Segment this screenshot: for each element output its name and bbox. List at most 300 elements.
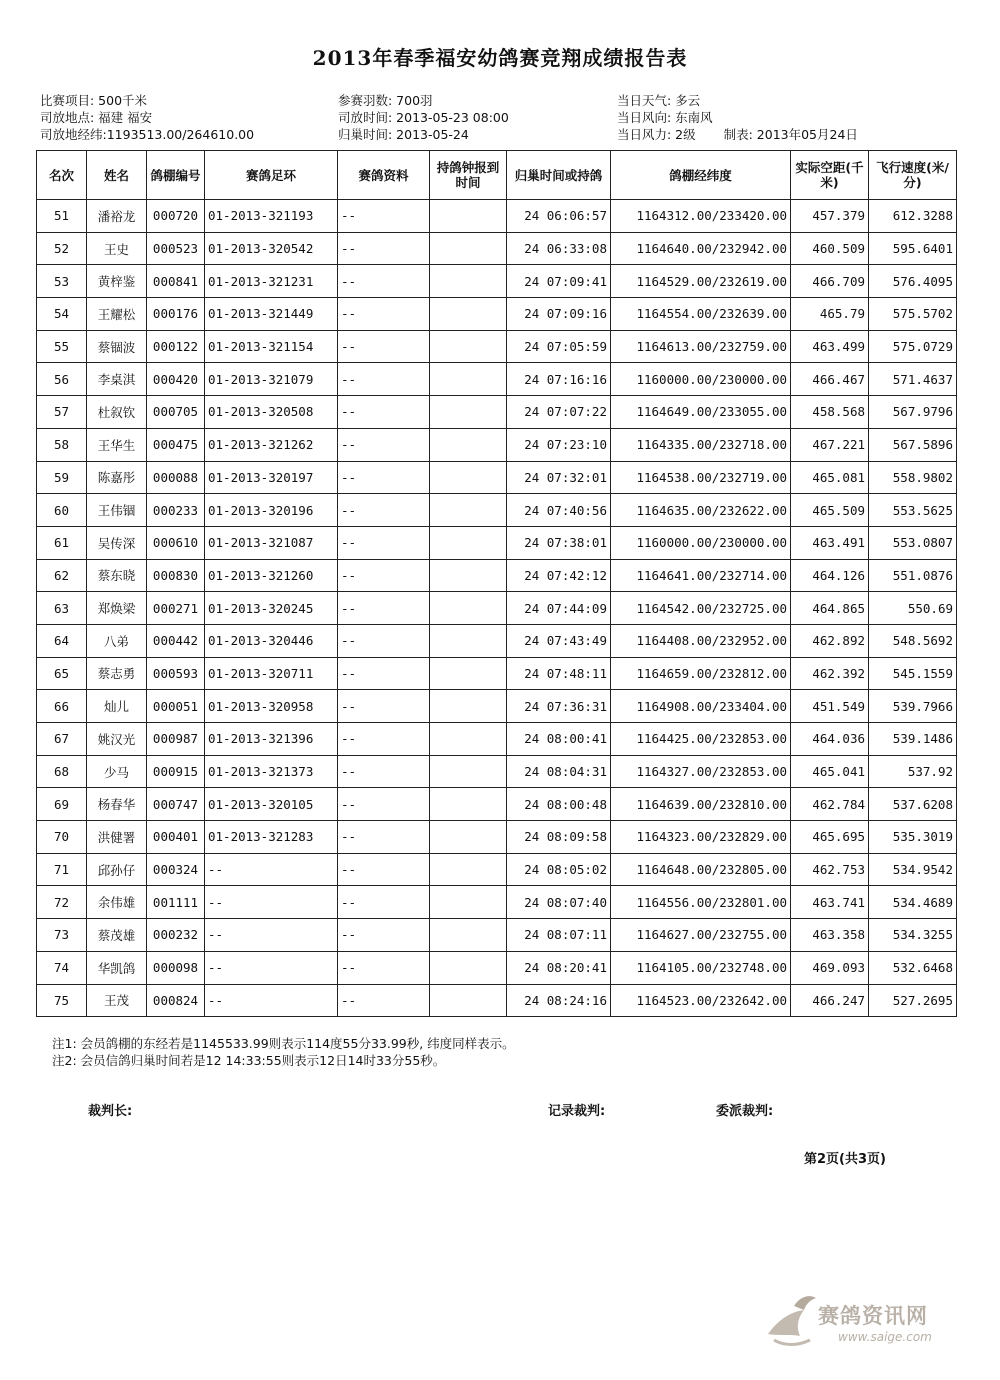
distance-cell: 462.753 <box>791 853 869 886</box>
loft-id-cell: 000824 <box>147 984 205 1017</box>
speed-cell: 534.9542 <box>869 853 957 886</box>
arrival-cell: 24 08:05:02 <box>507 853 611 886</box>
distance-cell: 465.041 <box>791 755 869 788</box>
speed-cell: 575.5702 <box>869 298 957 331</box>
loft-id-cell: 001111 <box>147 886 205 919</box>
table-row <box>37 298 957 331</box>
clock-cell <box>430 919 507 952</box>
loft-coord-cell: 1164323.00/232829.00 <box>611 821 791 854</box>
header-info-left <box>40 92 254 143</box>
arrival-cell: 24 08:07:40 <box>507 886 611 919</box>
clock-cell <box>430 494 507 527</box>
header-info-right <box>617 92 858 143</box>
arrival-cell: 24 07:09:16 <box>507 298 611 331</box>
ring-cell: 01-2013-321087 <box>205 526 338 559</box>
event-info: 比赛项目: 500千米 <box>40 93 148 108</box>
arrival-cell: 24 07:09:41 <box>507 265 611 298</box>
name-cell: 余伟雄 <box>87 886 147 919</box>
info-cell: -- <box>338 853 430 886</box>
rank-cell: 72 <box>37 886 87 919</box>
loft-coord-cell: 1164335.00/232718.00 <box>611 428 791 461</box>
table-header-row <box>37 151 957 200</box>
ring-cell: 01-2013-321373 <box>205 755 338 788</box>
made-on-info: 制表: 2013年05月24日 <box>723 127 858 142</box>
col-clock: 持鸽钟报到时间 <box>430 151 507 200</box>
ring-cell: 01-2013-321079 <box>205 363 338 396</box>
distance-cell: 466.247 <box>791 984 869 1017</box>
name-cell: 蔡茂雄 <box>87 919 147 952</box>
info-cell: -- <box>338 821 430 854</box>
name-cell: 陈嘉彤 <box>87 461 147 494</box>
clock-cell <box>430 265 507 298</box>
info-cell: -- <box>338 886 430 919</box>
loft-coord-cell: 1164327.00/232853.00 <box>611 755 791 788</box>
ring-cell: 01-2013-320446 <box>205 624 338 657</box>
rank-cell: 54 <box>37 298 87 331</box>
rank-cell: 55 <box>37 330 87 363</box>
loft-id-cell: 000233 <box>147 494 205 527</box>
report-title: 2013年春季福安幼鸽赛竞翔成绩报告表 <box>312 46 688 70</box>
ring-cell: 01-2013-320245 <box>205 592 338 625</box>
rank-cell: 57 <box>37 396 87 429</box>
ring-cell: 01-2013-320105 <box>205 788 338 821</box>
distance-cell: 465.79 <box>791 298 869 331</box>
arrival-cell: 24 07:38:01 <box>507 526 611 559</box>
arrival-cell: 24 08:24:16 <box>507 984 611 1017</box>
clock-cell <box>430 559 507 592</box>
loft-coord-cell: 1164648.00/232805.00 <box>611 853 791 886</box>
arrival-cell: 24 07:23:10 <box>507 428 611 461</box>
info-cell: -- <box>338 428 430 461</box>
table-row <box>37 723 957 756</box>
speed-cell: 537.92 <box>869 755 957 788</box>
speed-cell: 535.3019 <box>869 821 957 854</box>
distance-cell: 462.892 <box>791 624 869 657</box>
loft-id-cell: 000051 <box>147 690 205 723</box>
speed-cell: 567.5896 <box>869 428 957 461</box>
arrival-cell: 24 07:36:31 <box>507 690 611 723</box>
clock-cell <box>430 363 507 396</box>
rank-cell: 73 <box>37 919 87 952</box>
loft-id-cell: 000232 <box>147 919 205 952</box>
speed-cell: 576.4095 <box>869 265 957 298</box>
ring-cell: 01-2013-320196 <box>205 494 338 527</box>
info-cell: -- <box>338 330 430 363</box>
distance-cell: 465.081 <box>791 461 869 494</box>
wind-force-info: 当日风力: 2级 <box>617 127 696 142</box>
speed-cell: 567.9796 <box>869 396 957 429</box>
loft-id-cell: 000271 <box>147 592 205 625</box>
loft-id-cell: 000122 <box>147 330 205 363</box>
ring-cell: 01-2013-321396 <box>205 723 338 756</box>
loft-id-cell: 000088 <box>147 461 205 494</box>
arrival-cell: 24 07:40:56 <box>507 494 611 527</box>
release-coords-info: 司放地经纬:1193513.00/264610.00 <box>40 127 255 142</box>
ring-cell: 01-2013-320197 <box>205 461 338 494</box>
speed-cell: 527.2695 <box>869 984 957 1017</box>
arrival-cell: 24 08:00:41 <box>507 723 611 756</box>
loft-coord-cell: 1164556.00/232801.00 <box>611 886 791 919</box>
loft-id-cell: 000098 <box>147 951 205 984</box>
loft-coord-cell: 1164312.00/233420.00 <box>611 200 791 233</box>
speed-cell: 575.0729 <box>869 330 957 363</box>
loft-id-cell: 000401 <box>147 821 205 854</box>
table-row <box>37 690 957 723</box>
rank-cell: 53 <box>37 265 87 298</box>
col-rank: 名次 <box>37 151 87 200</box>
watermark-url: www.saige.com <box>838 1330 932 1344</box>
ring-cell: 01-2013-321283 <box>205 821 338 854</box>
clock-cell <box>430 624 507 657</box>
loft-coord-cell: 1164542.00/232725.00 <box>611 592 791 625</box>
note-1: 注1: 会员鸽棚的东经若是1145533.99则表示114度55分33.99秒, 纬度同样表示。 <box>52 1036 515 1051</box>
distance-cell: 466.709 <box>791 265 869 298</box>
distance-cell: 463.741 <box>791 886 869 919</box>
rank-cell: 75 <box>37 984 87 1017</box>
info-cell: -- <box>338 723 430 756</box>
loft-coord-cell: 1164627.00/232755.00 <box>611 919 791 952</box>
name-cell: 吴传深 <box>87 526 147 559</box>
loft-coord-cell: 1164425.00/232853.00 <box>611 723 791 756</box>
info-cell: -- <box>338 788 430 821</box>
loft-coord-cell: 1164640.00/232942.00 <box>611 232 791 265</box>
arrival-cell: 24 08:04:31 <box>507 755 611 788</box>
clock-cell <box>430 330 507 363</box>
table-row <box>37 526 957 559</box>
info-cell: -- <box>338 951 430 984</box>
table-row <box>37 461 957 494</box>
loft-coord-cell: 1164538.00/232719.00 <box>611 461 791 494</box>
ring-cell: -- <box>205 919 338 952</box>
arrival-cell: 24 07:42:12 <box>507 559 611 592</box>
speed-cell: 595.6401 <box>869 232 957 265</box>
arrival-cell: 24 07:32:01 <box>507 461 611 494</box>
rank-cell: 56 <box>37 363 87 396</box>
loft-coord-cell: 1164641.00/232714.00 <box>611 559 791 592</box>
distance-cell: 465.695 <box>791 821 869 854</box>
table-row <box>37 886 957 919</box>
speed-cell: 537.6208 <box>869 788 957 821</box>
speed-cell: 539.1486 <box>869 723 957 756</box>
table-row <box>37 624 957 657</box>
clock-cell <box>430 853 507 886</box>
speed-cell: 551.0876 <box>869 559 957 592</box>
rank-cell: 59 <box>37 461 87 494</box>
rank-cell: 68 <box>37 755 87 788</box>
table-row <box>37 919 957 952</box>
ring-cell: -- <box>205 951 338 984</box>
loft-id-cell: 000420 <box>147 363 205 396</box>
speed-cell: 553.0807 <box>869 526 957 559</box>
clock-cell <box>430 657 507 690</box>
table-row <box>37 428 957 461</box>
weather-info: 当日天气: 多云 <box>617 93 701 108</box>
info-cell: -- <box>338 690 430 723</box>
recorder-referee-label: 记录裁判: <box>548 1104 606 1119</box>
watermark <box>760 1290 960 1360</box>
speed-cell: 550.69 <box>869 592 957 625</box>
info-cell: -- <box>338 298 430 331</box>
distance-cell: 458.568 <box>791 396 869 429</box>
arrival-cell: 24 07:07:22 <box>507 396 611 429</box>
col-distance: 实际空距(千米) <box>791 151 869 200</box>
clock-cell <box>430 428 507 461</box>
col-arrival: 归巢时间或持鸽 <box>507 151 611 200</box>
arrival-cell: 24 08:09:58 <box>507 821 611 854</box>
name-cell: 杜叙钦 <box>87 396 147 429</box>
ring-cell: 01-2013-321449 <box>205 298 338 331</box>
clock-cell <box>430 821 507 854</box>
info-cell: -- <box>338 919 430 952</box>
table-row <box>37 853 957 886</box>
wind-direction-info: 当日风向: 东南风 <box>617 110 713 125</box>
name-cell: 蔡锢波 <box>87 330 147 363</box>
return-time-info: 归巢时间: 2013-05-24 <box>338 127 469 142</box>
name-cell: 郑焕梁 <box>87 592 147 625</box>
table-row <box>37 657 957 690</box>
col-ring: 赛鸽足环 <box>205 151 338 200</box>
loft-id-cell: 000610 <box>147 526 205 559</box>
distance-cell: 463.491 <box>791 526 869 559</box>
ring-cell: 01-2013-320542 <box>205 232 338 265</box>
ring-cell: 01-2013-320958 <box>205 690 338 723</box>
loft-id-cell: 000747 <box>147 788 205 821</box>
loft-id-cell: 000720 <box>147 200 205 233</box>
arrival-cell: 24 07:16:16 <box>507 363 611 396</box>
table-row <box>37 396 957 429</box>
clock-cell <box>430 200 507 233</box>
table-row <box>37 330 957 363</box>
speed-cell: 534.3255 <box>869 919 957 952</box>
info-cell: -- <box>338 657 430 690</box>
arrival-cell: 24 08:00:48 <box>507 788 611 821</box>
arrival-cell: 24 06:33:08 <box>507 232 611 265</box>
release-time-info: 司放时间: 2013-05-23 08:00 <box>338 110 509 125</box>
arrival-cell: 24 07:44:09 <box>507 592 611 625</box>
name-cell: 王史 <box>87 232 147 265</box>
loft-coord-cell: 1164613.00/232759.00 <box>611 330 791 363</box>
distance-cell: 465.509 <box>791 494 869 527</box>
clock-cell <box>430 755 507 788</box>
info-cell: -- <box>338 526 430 559</box>
loft-coord-cell: 1164659.00/232812.00 <box>611 657 791 690</box>
info-cell: -- <box>338 559 430 592</box>
loft-id-cell: 000523 <box>147 232 205 265</box>
loft-coord-cell: 1164649.00/233055.00 <box>611 396 791 429</box>
speed-cell: 534.4689 <box>869 886 957 919</box>
name-cell: 王伟锢 <box>87 494 147 527</box>
name-cell: 灿儿 <box>87 690 147 723</box>
loft-id-cell: 000475 <box>147 428 205 461</box>
name-cell: 潘裕龙 <box>87 200 147 233</box>
name-cell: 邱孙仔 <box>87 853 147 886</box>
loft-coord-cell: 1164554.00/232639.00 <box>611 298 791 331</box>
info-cell: -- <box>338 461 430 494</box>
info-cell: -- <box>338 200 430 233</box>
distance-cell: 466.467 <box>791 363 869 396</box>
ring-cell: 01-2013-321193 <box>205 200 338 233</box>
distance-cell: 469.093 <box>791 951 869 984</box>
name-cell: 少马 <box>87 755 147 788</box>
rank-cell: 64 <box>37 624 87 657</box>
arrival-cell: 24 07:43:49 <box>507 624 611 657</box>
info-cell: -- <box>338 624 430 657</box>
arrival-cell: 24 07:05:59 <box>507 330 611 363</box>
info-cell: -- <box>338 494 430 527</box>
name-cell: 洪健署 <box>87 821 147 854</box>
loft-id-cell: 000987 <box>147 723 205 756</box>
speed-cell: 539.7966 <box>869 690 957 723</box>
clock-cell <box>430 886 507 919</box>
rank-cell: 52 <box>37 232 87 265</box>
rank-cell: 58 <box>37 428 87 461</box>
name-cell: 姚汉光 <box>87 723 147 756</box>
distance-cell: 463.499 <box>791 330 869 363</box>
arrival-cell: 24 06:06:57 <box>507 200 611 233</box>
loft-id-cell: 000841 <box>147 265 205 298</box>
rank-cell: 74 <box>37 951 87 984</box>
info-cell: -- <box>338 265 430 298</box>
rank-cell: 67 <box>37 723 87 756</box>
loft-id-cell: 000442 <box>147 624 205 657</box>
table-row <box>37 265 957 298</box>
note-2: 注2: 会员信鸽归巢时间若是12 14:33:55则表示12日14时33分55秒。 <box>52 1053 446 1068</box>
name-cell: 华凯鸽 <box>87 951 147 984</box>
table-row <box>37 200 957 233</box>
arrival-cell: 24 08:20:41 <box>507 951 611 984</box>
speed-cell: 612.3288 <box>869 200 957 233</box>
loft-coord-cell: 1160000.00/230000.00 <box>611 363 791 396</box>
table-row <box>37 788 957 821</box>
loft-coord-cell: 1164529.00/232619.00 <box>611 265 791 298</box>
loft-coord-cell: 1164639.00/232810.00 <box>611 788 791 821</box>
info-cell: -- <box>338 755 430 788</box>
loft-id-cell: 000176 <box>147 298 205 331</box>
rank-cell: 60 <box>37 494 87 527</box>
header-info-middle <box>338 92 509 143</box>
name-cell: 黄梓鉴 <box>87 265 147 298</box>
loft-coord-cell: 1160000.00/230000.00 <box>611 526 791 559</box>
loft-coord-cell: 1164408.00/232952.00 <box>611 624 791 657</box>
table-row <box>37 755 957 788</box>
col-loft-coord: 鸽棚经纬度 <box>611 151 791 200</box>
table-row <box>37 494 957 527</box>
page-number: 第2页(共3页) <box>804 1152 886 1167</box>
col-loft-id: 鸽棚编号 <box>147 151 205 200</box>
ring-cell: 01-2013-321154 <box>205 330 338 363</box>
speed-cell: 571.4637 <box>869 363 957 396</box>
speed-cell: 532.6468 <box>869 951 957 984</box>
info-cell: -- <box>338 232 430 265</box>
distance-cell: 462.392 <box>791 657 869 690</box>
clock-cell <box>430 788 507 821</box>
arrival-cell: 24 08:07:11 <box>507 919 611 952</box>
chief-referee-label: 裁判长: <box>88 1104 133 1119</box>
table-row <box>37 821 957 854</box>
distance-cell: 457.379 <box>791 200 869 233</box>
delegate-referee-label: 委派裁判: <box>716 1104 774 1119</box>
info-cell: -- <box>338 396 430 429</box>
ring-cell: -- <box>205 984 338 1017</box>
loft-coord-cell: 1164908.00/233404.00 <box>611 690 791 723</box>
results-table <box>36 150 957 1017</box>
rank-cell: 66 <box>37 690 87 723</box>
loft-id-cell: 000830 <box>147 559 205 592</box>
ring-cell: 01-2013-320711 <box>205 657 338 690</box>
rank-cell: 71 <box>37 853 87 886</box>
loft-id-cell: 000324 <box>147 853 205 886</box>
ring-cell: 01-2013-321260 <box>205 559 338 592</box>
rank-cell: 62 <box>37 559 87 592</box>
location-info: 司放地点: 福建 福安 <box>40 110 153 125</box>
loft-coord-cell: 1164523.00/232642.00 <box>611 984 791 1017</box>
col-name: 姓名 <box>87 151 147 200</box>
ring-cell: 01-2013-321262 <box>205 428 338 461</box>
col-speed: 飞行速度(米/分) <box>869 151 957 200</box>
speed-cell: 558.9802 <box>869 461 957 494</box>
loft-id-cell: 000915 <box>147 755 205 788</box>
info-cell: -- <box>338 592 430 625</box>
clock-cell <box>430 723 507 756</box>
loft-coord-cell: 1164635.00/232622.00 <box>611 494 791 527</box>
ring-cell: -- <box>205 886 338 919</box>
rank-cell: 69 <box>37 788 87 821</box>
table-row <box>37 363 957 396</box>
table-row <box>37 984 957 1017</box>
ring-cell: -- <box>205 853 338 886</box>
clock-cell <box>430 461 507 494</box>
arrival-cell: 24 07:48:11 <box>507 657 611 690</box>
name-cell: 王茂 <box>87 984 147 1017</box>
clock-cell <box>430 984 507 1017</box>
pigeon-logo-icon <box>760 1290 820 1352</box>
distance-cell: 464.036 <box>791 723 869 756</box>
loft-id-cell: 000705 <box>147 396 205 429</box>
clock-cell <box>430 526 507 559</box>
name-cell: 蔡东晓 <box>87 559 147 592</box>
name-cell: 王耀松 <box>87 298 147 331</box>
rank-cell: 70 <box>37 821 87 854</box>
table-row <box>37 951 957 984</box>
distance-cell: 460.509 <box>791 232 869 265</box>
rank-cell: 61 <box>37 526 87 559</box>
distance-cell: 464.126 <box>791 559 869 592</box>
name-cell: 王华生 <box>87 428 147 461</box>
table-row <box>37 232 957 265</box>
distance-cell: 467.221 <box>791 428 869 461</box>
loft-id-cell: 000593 <box>147 657 205 690</box>
distance-cell: 462.784 <box>791 788 869 821</box>
name-cell: 八弟 <box>87 624 147 657</box>
col-info: 赛鸽资料 <box>338 151 430 200</box>
clock-cell <box>430 298 507 331</box>
info-cell: -- <box>338 984 430 1017</box>
loft-coord-cell: 1164105.00/232748.00 <box>611 951 791 984</box>
ring-cell: 01-2013-320508 <box>205 396 338 429</box>
table-row <box>37 559 957 592</box>
distance-cell: 463.358 <box>791 919 869 952</box>
clock-cell <box>430 951 507 984</box>
name-cell: 蔡志勇 <box>87 657 147 690</box>
rank-cell: 63 <box>37 592 87 625</box>
watermark-text: 赛鸽资讯网 <box>818 1304 928 1328</box>
clock-cell <box>430 690 507 723</box>
rank-cell: 51 <box>37 200 87 233</box>
ring-cell: 01-2013-321231 <box>205 265 338 298</box>
clock-cell <box>430 232 507 265</box>
distance-cell: 464.865 <box>791 592 869 625</box>
entries-info: 参赛羽数: 700羽 <box>338 93 433 108</box>
